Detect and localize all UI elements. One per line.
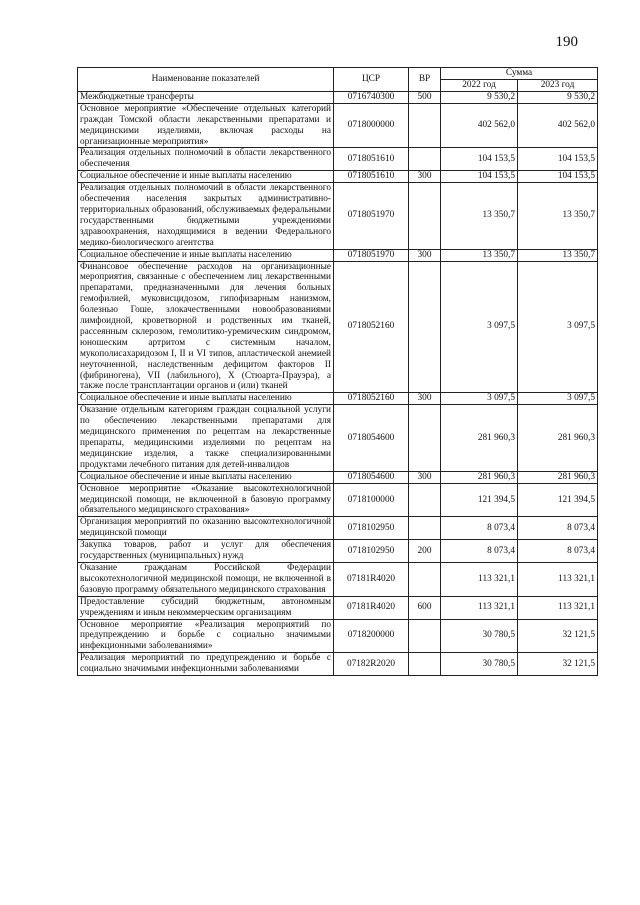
table-row bbox=[78, 562, 598, 596]
row-2022-cell: 113 321,1 bbox=[441, 596, 518, 619]
table-row bbox=[78, 517, 598, 540]
table-row bbox=[78, 540, 598, 563]
header-year-2023: 2023 год bbox=[518, 80, 598, 92]
row-2023-cell: 402 562,0 bbox=[518, 103, 598, 148]
table-row bbox=[78, 148, 598, 171]
header-year-2022: 2022 год bbox=[441, 80, 518, 92]
row-vr-cell bbox=[409, 619, 441, 653]
row-vr-cell bbox=[409, 261, 441, 393]
row-2022-cell: 121 394,5 bbox=[441, 483, 518, 517]
page-number: 190 bbox=[555, 34, 578, 50]
row-csr-cell: 0718051610 bbox=[334, 171, 409, 183]
table-row bbox=[78, 393, 598, 405]
row-2023-cell: 13 350,7 bbox=[518, 249, 598, 261]
table-row bbox=[78, 103, 598, 148]
row-name-cell: Основное мероприятие «Обеспечение отдельных категорий граждан Томской области лекарственными препаратами и медицинскими изделиями, включая расходы на организационные мероприятия» bbox=[78, 103, 334, 148]
row-2022-cell: 8 073,4 bbox=[441, 517, 518, 540]
header-vr: ВР bbox=[409, 68, 441, 92]
row-vr-cell bbox=[409, 183, 441, 249]
row-2022-cell: 113 321,1 bbox=[441, 562, 518, 596]
row-csr-cell: 0718102950 bbox=[334, 540, 409, 563]
budget-table bbox=[77, 67, 598, 676]
row-vr-cell: 300 bbox=[409, 171, 441, 183]
row-vr-cell bbox=[409, 517, 441, 540]
row-2022-cell: 8 073,4 bbox=[441, 540, 518, 563]
row-2023-cell: 121 394,5 bbox=[518, 483, 598, 517]
row-vr-cell: 200 bbox=[409, 540, 441, 563]
row-vr-cell bbox=[409, 405, 441, 471]
row-csr-cell: 0716740300 bbox=[334, 91, 409, 103]
row-2023-cell: 281 960,3 bbox=[518, 405, 598, 471]
row-2023-cell: 104 153,5 bbox=[518, 171, 598, 183]
row-csr-cell: 07181R4020 bbox=[334, 596, 409, 619]
table-row bbox=[78, 183, 598, 249]
table-row bbox=[78, 596, 598, 619]
row-2022-cell: 402 562,0 bbox=[441, 103, 518, 148]
row-csr-cell: 0718054600 bbox=[334, 405, 409, 471]
row-2022-cell: 281 960,3 bbox=[441, 471, 518, 483]
row-name-cell: Социальное обеспечение и иные выплаты населению bbox=[78, 249, 334, 261]
row-2023-cell: 113 321,1 bbox=[518, 562, 598, 596]
row-csr-cell: 0718052160 bbox=[334, 393, 409, 405]
row-2022-cell: 3 097,5 bbox=[441, 261, 518, 393]
table-row bbox=[78, 91, 598, 103]
row-vr-cell bbox=[409, 148, 441, 171]
row-vr-cell: 500 bbox=[409, 91, 441, 103]
row-name-cell: Реализация отдельных полномочий в области лекарственного обеспечения населения закрытых административно-территориальных образований, обслуживаемых федеральными государственными бюджетными учреждениями здравоохранения, находящимися в ведении Федерального медико-биологического агентства bbox=[78, 183, 334, 249]
table-row bbox=[78, 405, 598, 471]
row-2022-cell: 30 780,5 bbox=[441, 619, 518, 653]
header-csr: ЦСР bbox=[334, 68, 409, 92]
row-2022-cell: 3 097,5 bbox=[441, 393, 518, 405]
row-vr-cell: 300 bbox=[409, 393, 441, 405]
row-vr-cell bbox=[409, 653, 441, 676]
row-2023-cell: 8 073,4 bbox=[518, 517, 598, 540]
row-name-cell: Межбюджетные трансферты bbox=[78, 91, 334, 103]
row-name-cell: Оказание гражданам Российской Федерации высокотехнологичной медицинской помощи, не включенной в базовую программу обязательного медицинского страхования bbox=[78, 562, 334, 596]
row-2022-cell: 104 153,5 bbox=[441, 148, 518, 171]
row-csr-cell: 0718000000 bbox=[334, 103, 409, 148]
row-2023-cell: 13 350,7 bbox=[518, 183, 598, 249]
row-vr-cell bbox=[409, 562, 441, 596]
row-2023-cell: 104 153,5 bbox=[518, 148, 598, 171]
row-2023-cell: 32 121,5 bbox=[518, 619, 598, 653]
row-name-cell: Социальное обеспечение и иные выплаты населению bbox=[78, 393, 334, 405]
table-row bbox=[78, 471, 598, 483]
row-csr-cell: 0718100000 bbox=[334, 483, 409, 517]
row-vr-cell bbox=[409, 103, 441, 148]
table-row bbox=[78, 653, 598, 676]
table-row bbox=[78, 249, 598, 261]
row-csr-cell: 0718051970 bbox=[334, 249, 409, 261]
row-vr-cell: 300 bbox=[409, 471, 441, 483]
row-vr-cell bbox=[409, 483, 441, 517]
row-name-cell: Финансовое обеспечение расходов на организационные мероприятия, связанные с обеспечением лиц лекарственными препаратами, предназначенными для лечения больных гемофилией, муковисцидозом, гипофизарным нанизмом, болезнью Гоше, злокачественными новообразованиями лимфоидной, кроветворной и родственных им тканей, рассеянным склерозом, гемолитико-уремическим синдромом, юношеским артритом с системным началом, мукополисахаридозом I, II и VI типов, апластической анемией неуточненной, наследственным дефицитом факторов II (фибриногена), VII (лабильного), X (Стюарта-Прауэра), а также после трансплантации органов и (или) тканей bbox=[78, 261, 334, 393]
row-vr-cell: 600 bbox=[409, 596, 441, 619]
row-csr-cell: 07182R2020 bbox=[334, 653, 409, 676]
row-2022-cell: 30 780,5 bbox=[441, 653, 518, 676]
row-name-cell: Реализация отдельных полномочий в области лекарственного обеспечения bbox=[78, 148, 334, 171]
row-2022-cell: 13 350,7 bbox=[441, 183, 518, 249]
row-csr-cell: 0718051970 bbox=[334, 183, 409, 249]
table-row bbox=[78, 619, 598, 653]
row-2022-cell: 281 960,3 bbox=[441, 405, 518, 471]
row-2023-cell: 8 073,4 bbox=[518, 540, 598, 563]
table-row bbox=[78, 483, 598, 517]
row-name-cell: Основное мероприятие «Реализация мероприятий по предупреждению и борьбе с социально значимыми инфекционными заболеваниями» bbox=[78, 619, 334, 653]
row-2022-cell: 13 350,7 bbox=[441, 249, 518, 261]
row-2022-cell: 104 153,5 bbox=[441, 171, 518, 183]
row-csr-cell: 0718052160 bbox=[334, 261, 409, 393]
row-2022-cell: 9 530,2 bbox=[441, 91, 518, 103]
header-sum: Сумма bbox=[441, 68, 598, 80]
row-name-cell: Основное мероприятие «Оказание высокотехнологичной медицинской помощи, не включенной в базовую программу обязательного медицинского страхования» bbox=[78, 483, 334, 517]
row-name-cell: Социальное обеспечение и иные выплаты населению bbox=[78, 171, 334, 183]
row-name-cell: Социальное обеспечение и иные выплаты населению bbox=[78, 471, 334, 483]
row-csr-cell: 0718051610 bbox=[334, 148, 409, 171]
row-2023-cell: 281 960,3 bbox=[518, 471, 598, 483]
row-2023-cell: 9 530,2 bbox=[518, 91, 598, 103]
row-name-cell: Организация мероприятий по оказанию высокотехнологичной медицинской помощи bbox=[78, 517, 334, 540]
row-csr-cell: 0718102950 bbox=[334, 517, 409, 540]
row-name-cell: Предоставление субсидий бюджетным, автономным учреждениям и иным некоммерческим организациям bbox=[78, 596, 334, 619]
row-2023-cell: 3 097,5 bbox=[518, 393, 598, 405]
row-csr-cell: 07181R4020 bbox=[334, 562, 409, 596]
row-name-cell: Закупка товаров, работ и услуг для обеспечения государственных (муниципальных) нужд bbox=[78, 540, 334, 563]
row-name-cell: Реализация мероприятий по предупреждению и борьбе с социально значимыми инфекционными заболеваниями bbox=[78, 653, 334, 676]
row-vr-cell: 300 bbox=[409, 249, 441, 261]
row-2023-cell: 32 121,5 bbox=[518, 653, 598, 676]
header-name: Наименование показателей bbox=[78, 68, 334, 92]
row-csr-cell: 0718200000 bbox=[334, 619, 409, 653]
row-2023-cell: 113 321,1 bbox=[518, 596, 598, 619]
table-body bbox=[78, 91, 598, 675]
row-csr-cell: 0718054600 bbox=[334, 471, 409, 483]
table-row bbox=[78, 171, 598, 183]
row-name-cell: Оказание отдельным категориям граждан социальной услуги по обеспечению лекарственными препаратами для медицинского применения по рецептам на лекарственные препараты, медицинскими изделиями по рецептам на медицинские изделия, а также специализированными продуктами лечебного питания для детей-инвалидов bbox=[78, 405, 334, 471]
row-2023-cell: 3 097,5 bbox=[518, 261, 598, 393]
table-row bbox=[78, 261, 598, 393]
